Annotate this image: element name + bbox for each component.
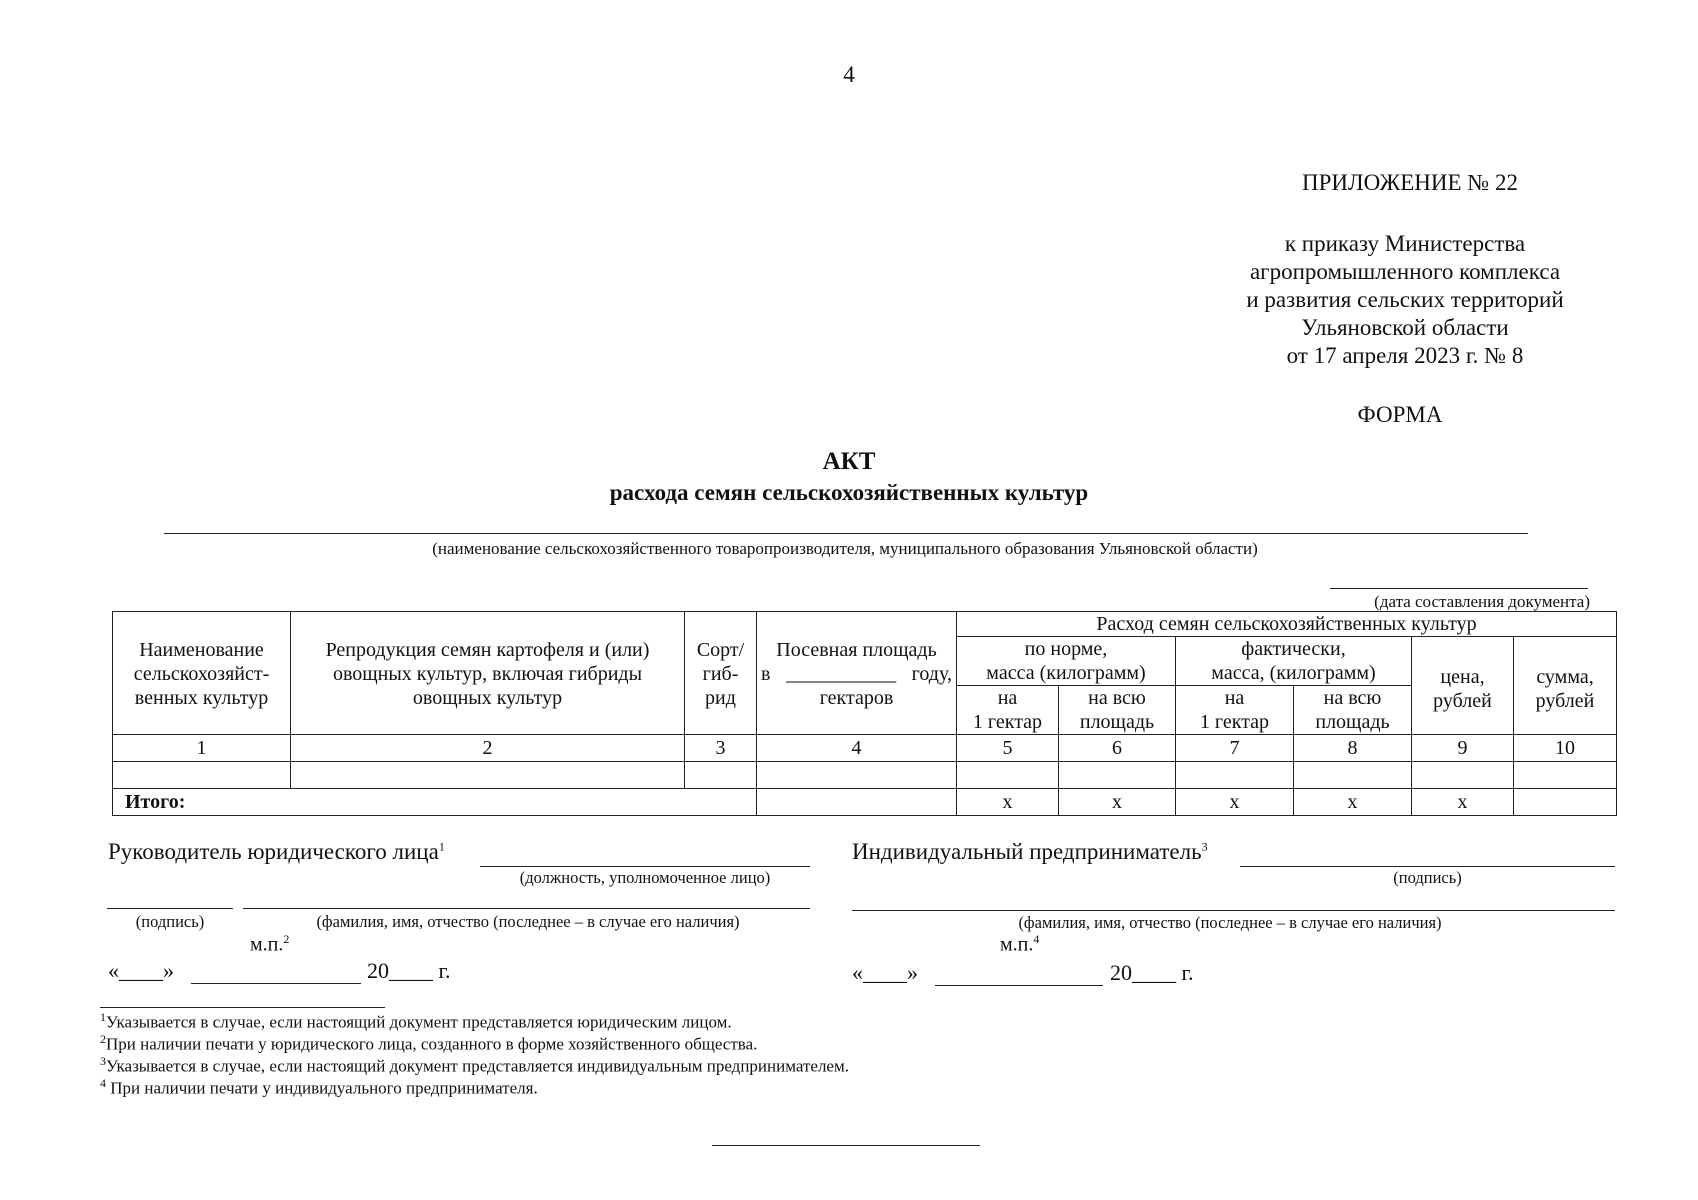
order-line: к приказу Министерства xyxy=(1284,231,1526,256)
reproduction-header: Репродукция семян картофеля и (или) овощных культур, включая гибриды овощных культур xyxy=(291,612,685,735)
appendix-number: ПРИЛОЖЕНИЕ № 22 xyxy=(1301,170,1519,195)
order-line: от 17 апреля 2023 г. № 8 xyxy=(1286,343,1524,368)
form-label: ФОРМА xyxy=(1357,402,1443,427)
data-cell[interactable] xyxy=(113,762,291,789)
left-signature-line[interactable] xyxy=(107,908,233,909)
data-cell[interactable] xyxy=(1514,762,1617,789)
data-cell[interactable] xyxy=(1176,762,1294,789)
total-row xyxy=(113,789,1617,816)
right-year[interactable]: 20____ г. xyxy=(1110,960,1194,985)
left-date-line[interactable]: «____» xyxy=(108,958,174,983)
order-reference xyxy=(1180,230,1630,370)
left-signature-caption: (подпись) xyxy=(135,912,205,931)
document-subtitle: расхода семян сельскохозяйственных культур xyxy=(609,480,1089,505)
total-area-cell[interactable] xyxy=(757,789,957,816)
day-blank[interactable]: ____ xyxy=(863,960,907,985)
total-mark: х xyxy=(1412,789,1514,816)
footnote: $^4$ При наличии печати у индивидуального предпринимателя. xyxy=(100,1076,538,1098)
right-seal-mark: м.п.$^4$ xyxy=(1000,932,1040,956)
date-caption: (дата составления документа) xyxy=(1374,592,1590,611)
norm-whole-area-header: на всю площадь xyxy=(1059,686,1176,735)
column-number-row: 1 2 3 4 5 6 7 8 9 10 xyxy=(113,735,1617,762)
right-signature-caption: (подпись) xyxy=(1393,868,1462,887)
year-blank[interactable]: ___________ xyxy=(786,663,897,685)
actual-per-hectare-header: на 1 гектар xyxy=(1176,686,1294,735)
seed-expense-group-header: Расход семян сельскохозяйственных культур xyxy=(957,612,1617,637)
right-name-line[interactable] xyxy=(852,910,1615,911)
variety-hybrid-header: Сорт/ гиб- рид xyxy=(685,612,757,735)
price-header: цена, рублей xyxy=(1412,637,1514,735)
position-caption: (должность, уполномоченное лицо) xyxy=(519,868,771,887)
left-year[interactable]: 20____ г. xyxy=(367,958,451,983)
right-month-blank[interactable] xyxy=(935,985,1103,986)
sum-header: сумма, рублей xyxy=(1514,637,1617,735)
year-blank[interactable]: ____ xyxy=(389,958,433,983)
total-sum-cell[interactable] xyxy=(1514,789,1617,816)
day-blank[interactable]: ____ xyxy=(119,958,163,983)
position-line[interactable] xyxy=(480,866,810,867)
left-name-caption: (фамилия, имя, отчество (последнее – в случае его наличия) xyxy=(316,912,740,931)
data-cell[interactable] xyxy=(291,762,685,789)
seed-expense-table xyxy=(112,611,1617,816)
document-title: АКТ xyxy=(822,448,876,475)
left-seal-mark: м.п.$^2$ xyxy=(250,932,290,956)
footnote: $^1$Указывается в случае, если настоящий документ представляется юридическим лицом. xyxy=(100,1010,732,1032)
data-cell[interactable] xyxy=(1059,762,1176,789)
crop-name-header: Наименование сельскохозяйст- венных культур xyxy=(113,612,291,735)
producer-name-line[interactable] xyxy=(164,533,1528,534)
data-cell[interactable] xyxy=(685,762,757,789)
data-cell[interactable] xyxy=(757,762,957,789)
total-mark: х xyxy=(957,789,1059,816)
closing-divider xyxy=(712,1145,980,1146)
right-name-caption: (фамилия, имя, отчество (последнее – в случае его наличия) xyxy=(1018,913,1442,932)
footnote: $^3$Указывается в случае, если настоящий документ представляется индивидуальным предпринимателем. xyxy=(100,1054,849,1076)
norm-header: по норме, масса (килограмм) xyxy=(957,637,1176,686)
producer-caption: (наименование сельскохозяйственного товаропроизводителя, муниципального образования Ульяновской области) xyxy=(432,539,1258,558)
data-cell[interactable] xyxy=(957,762,1059,789)
document-date-line[interactable] xyxy=(1330,588,1588,589)
legal-entity-head-label: Руководитель юридического лица$^1$ xyxy=(108,839,445,864)
year-blank[interactable]: ____ xyxy=(1132,960,1176,985)
page-number: 4 xyxy=(843,62,855,87)
norm-per-hectare-header: на 1 гектар xyxy=(957,686,1059,735)
footnote-separator xyxy=(100,1007,385,1008)
total-label: Итого: xyxy=(113,789,757,816)
left-name-line[interactable] xyxy=(243,908,810,909)
order-line: и развития сельских территорий xyxy=(1246,287,1564,312)
data-cell[interactable] xyxy=(1294,762,1412,789)
order-line: Ульяновской области xyxy=(1301,315,1509,340)
total-mark: х xyxy=(1176,789,1294,816)
actual-whole-area-header: на всю площадь xyxy=(1294,686,1412,735)
right-date-line[interactable]: «____» xyxy=(852,960,918,985)
data-cell[interactable] xyxy=(1412,762,1514,789)
individual-entrepreneur-label: Индивидуальный предприниматель$^3$ xyxy=(852,839,1208,864)
total-mark: х xyxy=(1059,789,1176,816)
order-line: агропромышленного комплекса xyxy=(1249,259,1561,284)
sown-area-header: Посевная площадь в ___________ году, гектаров xyxy=(757,612,957,735)
right-signature-line[interactable] xyxy=(1240,866,1615,867)
table-header-row xyxy=(113,612,1617,637)
total-mark: х xyxy=(1294,789,1412,816)
left-month-blank[interactable] xyxy=(191,983,361,984)
table-row xyxy=(113,762,1617,789)
actual-header: фактически, масса, (килограмм) xyxy=(1176,637,1412,686)
footnote: $^2$При наличии печати у юридического лица, созданного в форме хозяйственного общества. xyxy=(100,1032,758,1054)
